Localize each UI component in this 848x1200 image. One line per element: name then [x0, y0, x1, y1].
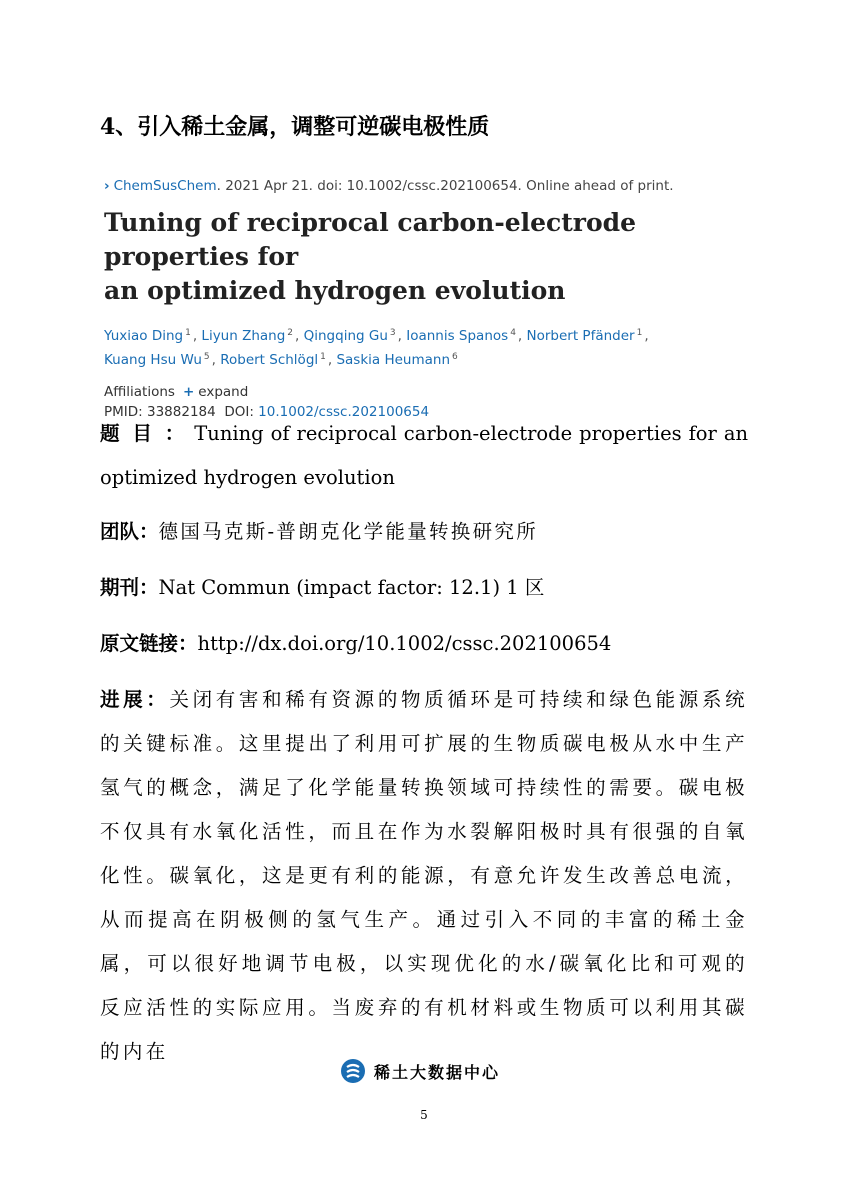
title-label: 题 目 ： [100, 422, 188, 445]
logo-text: 稀土大数据中心 [374, 1062, 501, 1082]
author-affiliation-number[interactable]: 5 [203, 352, 210, 362]
link-value[interactable]: http://dx.doi.org/10.1002/cssc.202100654 [197, 632, 612, 655]
plus-icon[interactable]: + [182, 384, 195, 400]
link-label: 原文链接： [100, 632, 198, 655]
link-field [100, 622, 748, 666]
progress-label: 进展： [100, 688, 170, 711]
section-heading: 4、引入稀土金属，调整可逆碳电极性质 [100, 114, 490, 140]
author-link[interactable]: Yuxiao Ding [104, 328, 184, 344]
progress-text: 关闭有害和稀有资源的物质循环是可持续和绿色能源系统的关键标准。这里提出了利用可扩展的生物质碳电极从水中生产氢气的概念，满足了化学能量转换领域可持续性的需要。碳电极不仅具有水氧化活性，而且在作为水裂解阳极时具有很强的自氧化性。碳氧化，这是更有利的能源，有意允许发生改善总电流，从而提高在阴极侧的氢气生产。通过引入不同的丰富的稀土金属，可以很好地调节电极，以实现优化的水/碳氧化比和可观的反应活性的实际应用。当废弃的有机材料或生物质可以利用其碳的内在 [100, 688, 748, 1063]
journal-citation: . 2021 Apr 21. doi: 10.1002/cssc.202100654. Online ahead of print. [216, 178, 674, 194]
author-affiliation-number[interactable]: 4 [510, 328, 516, 338]
author-link[interactable]: Liyun Zhang [201, 328, 286, 344]
author-link[interactable]: Qingqing Gu [303, 328, 388, 344]
journal-line [104, 178, 764, 194]
progress-paragraph [100, 678, 748, 1074]
article-title-line-2: an optimized hydrogen evolution [104, 276, 566, 305]
expand-toggle[interactable]: expand [198, 384, 249, 400]
team-value: 德国马克斯-普朗克化学能量转换研究所 [158, 520, 539, 543]
team-label: 团队： [100, 520, 159, 543]
title-value-line-2: optimized hydrogen evolution [100, 466, 395, 489]
author-affiliation-number[interactable]: 1 [185, 328, 191, 338]
author-link[interactable]: Robert Schlögl [220, 352, 319, 368]
affiliations-label: Affiliations [104, 384, 175, 400]
pubmed-snippet [104, 178, 764, 420]
title-value-line-1: Tuning of reciprocal carbon-electrode properties for an [194, 422, 749, 445]
footer-logo [340, 1058, 500, 1084]
author-link[interactable]: Ioannis Spanos [406, 328, 509, 344]
author-affiliation-number[interactable]: 2 [287, 328, 294, 338]
pmid-label: PMID: 33882184 [104, 404, 216, 420]
journal-value: Nat Commun (impact factor: 12.1) 1 区 [158, 576, 545, 599]
logo-icon [340, 1058, 366, 1084]
page-number: 5 [420, 1108, 428, 1122]
team-field [100, 510, 748, 554]
author-list: Yuxiao Ding $^1$ , Liyun Zhang $^2$ , Qingqing Gu $^3$ , Ioannis Spanos $^4$ , Norbert Pfänder $^1$ , Kuang Hsu Wu $^5$ , Robert Schlögl $^1$ , Saskia Heumann $^6$ [104, 328, 649, 368]
journal-name-link[interactable]: ChemSusChem [113, 178, 217, 194]
affiliations-row [104, 384, 764, 400]
article-title-line-1: Tuning of reciprocal carbon-electrode properties for [104, 208, 637, 271]
author-link[interactable]: Saskia Heumann [336, 352, 451, 368]
title-field [100, 412, 748, 500]
chevron-right-icon: › [104, 178, 110, 194]
author-link[interactable]: Kuang Hsu Wu [104, 352, 202, 368]
author-affiliation-number[interactable]: 1 [636, 328, 643, 338]
author-affiliation-number[interactable]: 1 [320, 352, 326, 362]
article-title [104, 206, 764, 308]
doi-link[interactable]: 10.1002/cssc.202100654 [258, 404, 430, 420]
author-affiliation-number[interactable]: 3 [389, 328, 396, 338]
journal-label: 期刊： [100, 576, 159, 599]
author-link[interactable]: Norbert Pfänder [526, 328, 635, 344]
doi-label: DOI: [224, 404, 254, 420]
journal-field [100, 566, 748, 610]
author-affiliation-number[interactable]: 6 [452, 352, 458, 362]
